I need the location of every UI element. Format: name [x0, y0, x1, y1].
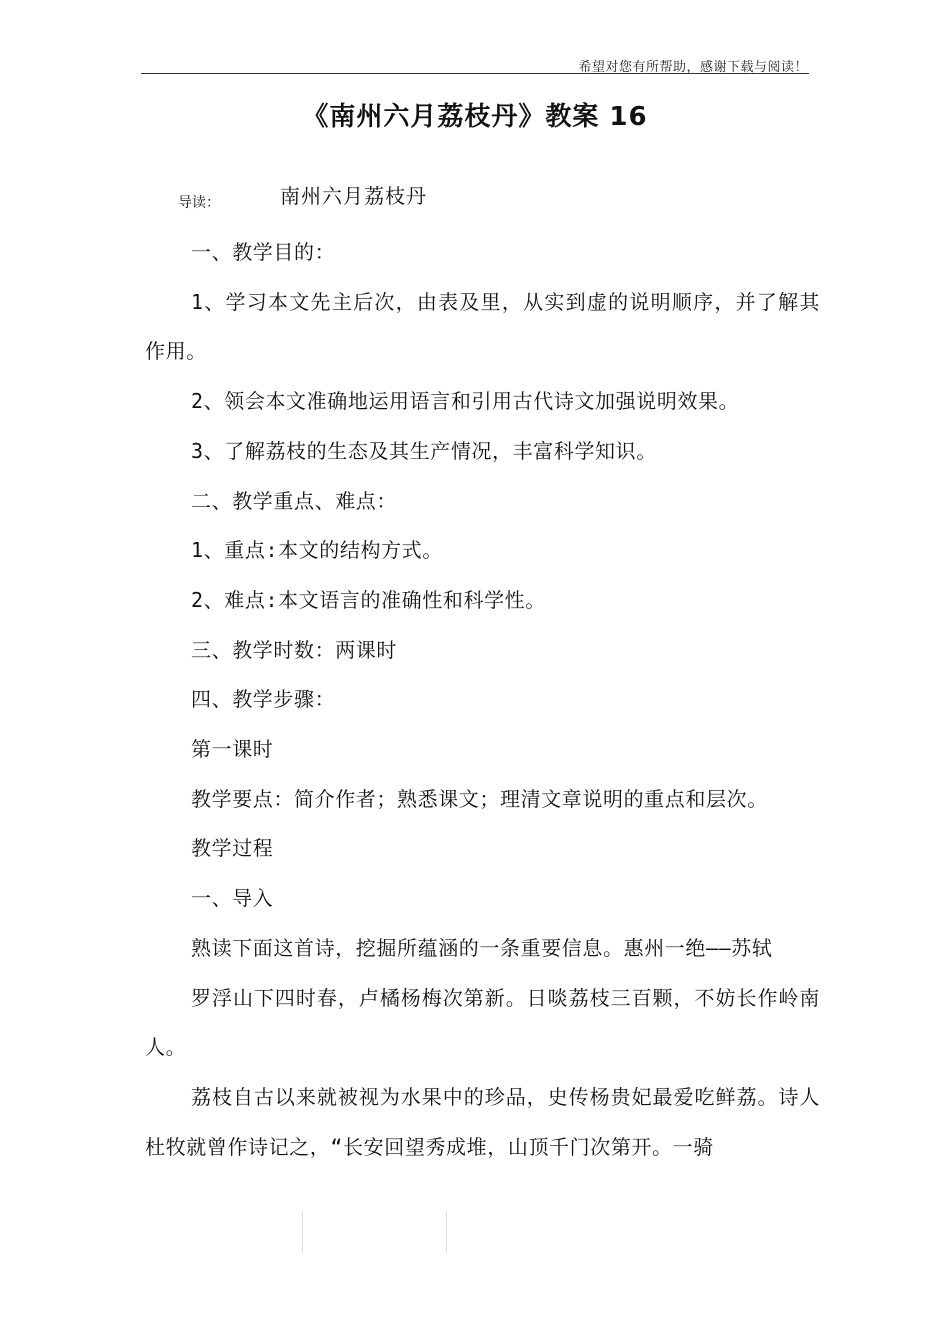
footer-divider-left — [302, 1212, 303, 1252]
paragraph: 2、难点:本文语言的准确性和科学性。 — [191, 587, 546, 612]
paragraph: 二、教学重点、难点： — [191, 488, 397, 513]
paragraph: 熟读下面这首诗，挖掘所蕴涵的一条重要信息。惠州一绝——苏轼 — [191, 935, 773, 960]
header-rule — [141, 73, 809, 74]
paragraph: 第一课时 — [191, 737, 274, 762]
paragraph: 3、了解荔枝的生态及其生产情况，丰富科学知识。 — [191, 438, 657, 463]
paragraph: 2、领会本文准确地运用语言和引用古代诗文加强说明效果。 — [191, 389, 740, 414]
document-body — [145, 228, 820, 1172]
paragraph: 四、教学步骤： — [191, 687, 336, 712]
paragraph: 教学要点：简介作者；熟悉课文；理清文章说明的重点和层次。 — [191, 786, 768, 811]
footer-divider-right — [446, 1212, 447, 1252]
paragraph: 1、重点:本文的结构方式。 — [191, 538, 443, 563]
paragraph: 三、教学时数：两课时 — [191, 637, 397, 662]
document-title: 《南州六月荔枝丹》教案 16 — [302, 102, 648, 132]
lead-label: 导读： — [178, 195, 220, 211]
paragraph: 一、教学目的： — [191, 240, 336, 264]
header-note: 希望对您有所帮助，感谢下载与阅读！ — [578, 60, 808, 75]
lead-text: 南州六月荔枝丹 — [280, 184, 427, 208]
paragraph: 荔枝自古以来就被视为水果中的珍品，史传杨贵妃最爱吃鲜荔。诗人杜牧就曾作诗记之，“长安回望秀成堆，山顶千门次第开。一骑 — [145, 1084, 820, 1159]
paragraph: 一、导入 — [191, 886, 274, 911]
paragraph: 1、学习本文先主后次，由表及里，从实到虚的说明顺序，并了解其作用。 — [145, 289, 820, 364]
paragraph: 罗浮山下四时春，卢橘杨梅次第新。日啖荔枝三百颗，不妨长作岭南人。 — [145, 985, 820, 1060]
paragraph: 教学过程 — [191, 836, 274, 861]
